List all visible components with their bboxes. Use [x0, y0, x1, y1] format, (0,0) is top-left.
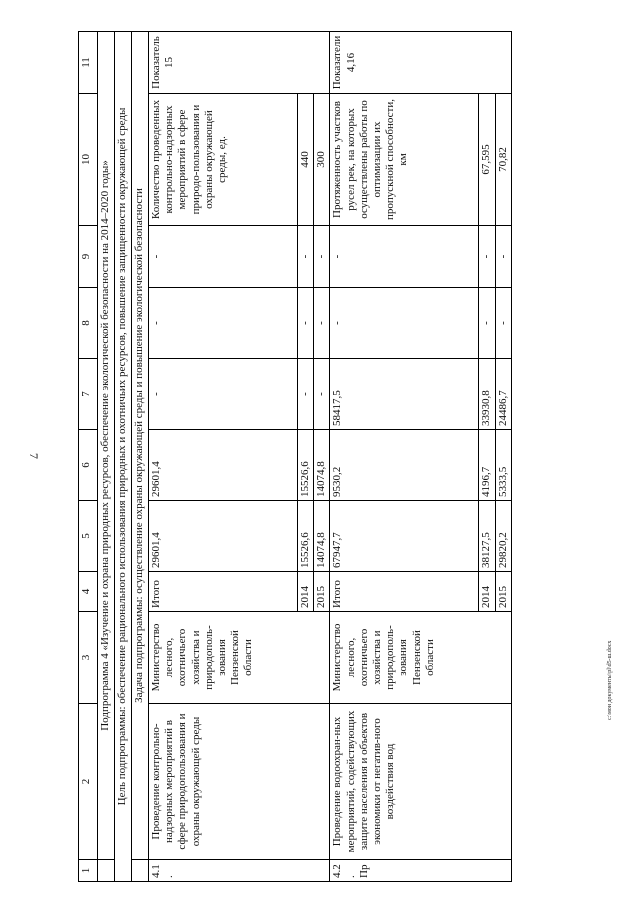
indicator-value: 67,595: [479, 94, 495, 226]
total-funding: 67947,7: [330, 501, 479, 572]
regional-budget: 5333,5: [495, 430, 511, 501]
rotated-table-container: [78, 32, 592, 882]
regional-budget: 4196,7: [479, 430, 495, 501]
total-funding: 38127,5: [479, 501, 495, 572]
other-sources: -: [330, 226, 479, 288]
federal-budget: -: [314, 359, 330, 430]
indicator-name: Количество проведенных контрольно-надзорных мероприятий в сфере природо-пользования и охраны окружающей среды, ед.: [149, 94, 298, 226]
local-budget: -: [479, 288, 495, 359]
program-table: [78, 31, 512, 882]
col-number: 2: [79, 704, 98, 860]
column-number-row: [79, 32, 98, 882]
local-budget: -: [495, 288, 511, 359]
task-row: [132, 32, 149, 882]
total-funding: 14074,8: [314, 501, 330, 572]
col-number: 11: [79, 32, 98, 94]
executor: Министерство лесного, охотничьего хозяйства и природополь-зования Пензенской области: [149, 612, 330, 704]
year-cell: 2015: [495, 572, 511, 612]
regional-budget: 14074,8: [314, 430, 330, 501]
subprogram-row: [98, 32, 115, 882]
indicator-value: 440: [298, 94, 314, 226]
other-sources: -: [314, 226, 330, 288]
total-funding: 29820,2: [495, 501, 511, 572]
indicator-ref: Показатели 4,16: [330, 32, 511, 94]
table-row: [149, 32, 298, 882]
col-number: 4: [79, 572, 98, 612]
measure-name: Проведение контрольно-надзорных мероприятий в сфере природопользования и охраны окружающей среды: [149, 704, 330, 860]
indicator-value: 300: [314, 94, 330, 226]
col-number: 3: [79, 612, 98, 704]
row-number: 4.1.: [149, 860, 330, 882]
col-number: 5: [79, 501, 98, 572]
federal-budget: -: [149, 359, 298, 430]
measure-name: Проведение водоохран-ных мероприятий, содействующих защите населения и объектов экономики от негатив-ного воздействия вод: [330, 704, 511, 860]
local-budget: -: [298, 288, 314, 359]
col-number: 6: [79, 430, 98, 501]
regional-budget: 29601,4: [149, 430, 298, 501]
federal-budget: -: [298, 359, 314, 430]
goal-row: [115, 32, 132, 882]
regional-budget: 15526,6: [298, 430, 314, 501]
federal-budget: 33930,8: [479, 359, 495, 430]
regional-budget: 9530,2: [330, 430, 479, 501]
local-budget: -: [314, 288, 330, 359]
col-number: 8: [79, 288, 98, 359]
indicator-value: 70,82: [495, 94, 511, 226]
subprogram-goal: Цель подпрограммы: обеспечение рационального использования природных и охотничьих ресурсов, повышение защищенности окружающей среды: [115, 32, 132, 882]
executor: Министерство лесного, охотничьего хозяйства и природополь-зования Пензенской области: [330, 612, 511, 704]
local-budget: -: [330, 288, 479, 359]
row-number: 4.2. Пр: [330, 860, 511, 882]
other-sources: -: [298, 226, 314, 288]
year-cell: 2014: [298, 572, 314, 612]
other-sources: -: [479, 226, 495, 288]
other-sources: -: [149, 226, 298, 288]
indicator-name: Протяженность участков русел рек, на которых осуществлены работы по оптимизации их пропускной способности, км: [330, 94, 479, 226]
col-number: 10: [79, 94, 98, 226]
indicator-ref: Показатель 15: [149, 32, 330, 94]
table-row: [330, 32, 479, 882]
col-number: 1: [79, 860, 98, 882]
col-number: 9: [79, 226, 98, 288]
year-cell: 2014: [479, 572, 495, 612]
year-cell: 2015: [314, 572, 330, 612]
col-number: 7: [79, 359, 98, 430]
file-path-footer: c:\мои документы\pl\d5-ш.docx: [607, 640, 613, 720]
other-sources: -: [495, 226, 511, 288]
year-cell: Итого: [330, 572, 479, 612]
total-funding: 15526,6: [298, 501, 314, 572]
federal-budget: 58417,5: [330, 359, 479, 430]
federal-budget: 24486,7: [495, 359, 511, 430]
subprogram-title: Подпрограмма 4 «Изучение и охрана природных ресурсов, обеспечение экологической безопасности на 2014–2020 годы»: [98, 32, 115, 860]
page-number: 7: [27, 453, 41, 459]
year-cell: Итого: [149, 572, 298, 612]
total-funding: 29601,4: [149, 501, 298, 572]
subprogram-task: Задача подпрограммы: осуществление охраны окружающей среды и повышение экологической безопасности: [132, 32, 149, 860]
local-budget: -: [149, 288, 298, 359]
